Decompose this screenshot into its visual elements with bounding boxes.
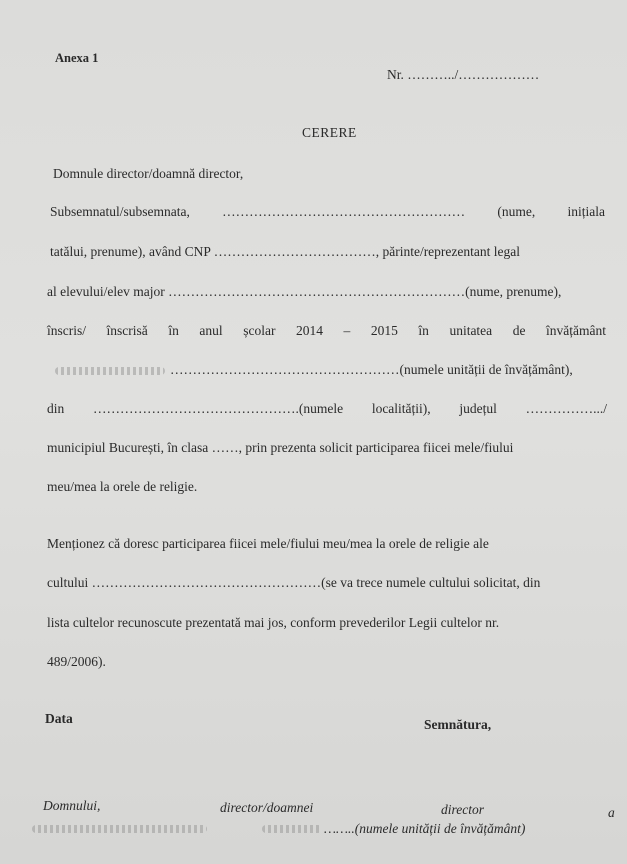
paragraph2-line-1: Menționez că doresc participarea fiicei mele/fiului meu/mea la orele de religie ale: [47, 536, 489, 551]
document-title: CERERE: [302, 125, 357, 140]
addressee-title: Domnului,: [43, 798, 101, 813]
addressee-role: director/doamnei: [220, 800, 314, 815]
line4-word: unitatea: [449, 323, 493, 338]
date-label: Data: [45, 711, 73, 726]
footer-school-line: ……..(numele unității de învățământ): [324, 821, 526, 836]
redacted-school-name: [55, 367, 165, 375]
line6-locality-hint: localității),: [371, 401, 431, 416]
body-line-8: meu/mea la orele de religie.: [47, 479, 198, 494]
line6-locality: ……………………………………….(numele: [92, 401, 344, 416]
paragraph2-line-3: lista cultelor recunoscute prezentată mai jos, conform prevederilor Legii cultelor nr.: [47, 615, 500, 630]
paragraph2-line-2: cultului ……………………………………………(se va trece numele cultului solicitat, din: [47, 575, 541, 590]
line4-word: înscris/: [47, 323, 86, 338]
redacted-principal-name: [32, 825, 207, 833]
body-line-7: municipiul București, în clasa ……, prin prezenta solicit participarea fiicei mele/fiului: [47, 440, 514, 455]
salutation: Domnule director/doamnă director,: [53, 166, 244, 181]
line4-word: înscrisă: [106, 323, 148, 338]
line1-hint-b: inițiala: [567, 204, 605, 219]
line4-word: 2014: [295, 323, 323, 338]
line4-word: de: [512, 323, 526, 338]
line4-word: anul: [199, 323, 223, 338]
line4-word: învățământ: [546, 323, 606, 338]
body-line-4: [47, 323, 606, 339]
line4-word: școlar: [243, 323, 276, 338]
line4-word: în: [418, 323, 429, 338]
line4-word: –: [343, 323, 351, 338]
annex-label: Anexa 1: [55, 51, 99, 65]
line4-word: în: [168, 323, 179, 338]
addressee-suffix: a: [608, 805, 615, 820]
line1-dots: ………………………………………………: [222, 204, 466, 219]
signature-label: Semnătura,: [424, 717, 492, 732]
paragraph2-line-4: 489/2006).: [47, 654, 106, 669]
body-line-5: ……………………………………………(numele unității de învățământ),: [170, 362, 573, 377]
line4-word: 2015: [370, 323, 398, 338]
line6-county: județul: [459, 401, 497, 416]
addressee-director: director: [441, 802, 484, 817]
body-line-3: al elevului/elev major …………………………………………………………(nume, prenume),: [47, 284, 562, 299]
redacted-school-fragment: [262, 825, 322, 833]
body-line-2: tatălui, prenume), având CNP ………………………………, părinte/reprezentant legal: [50, 244, 521, 259]
body-line-6: [47, 401, 607, 417]
body-line-1: [50, 204, 605, 220]
line1-label: Subsemnatul/subsemnata,: [50, 204, 190, 219]
request-number-field: Nr. ………../………………: [387, 67, 540, 82]
line6-county-dots: …………….../: [525, 401, 607, 416]
line6-from: din: [47, 401, 65, 416]
line1-hint-a: (nume,: [497, 204, 536, 219]
